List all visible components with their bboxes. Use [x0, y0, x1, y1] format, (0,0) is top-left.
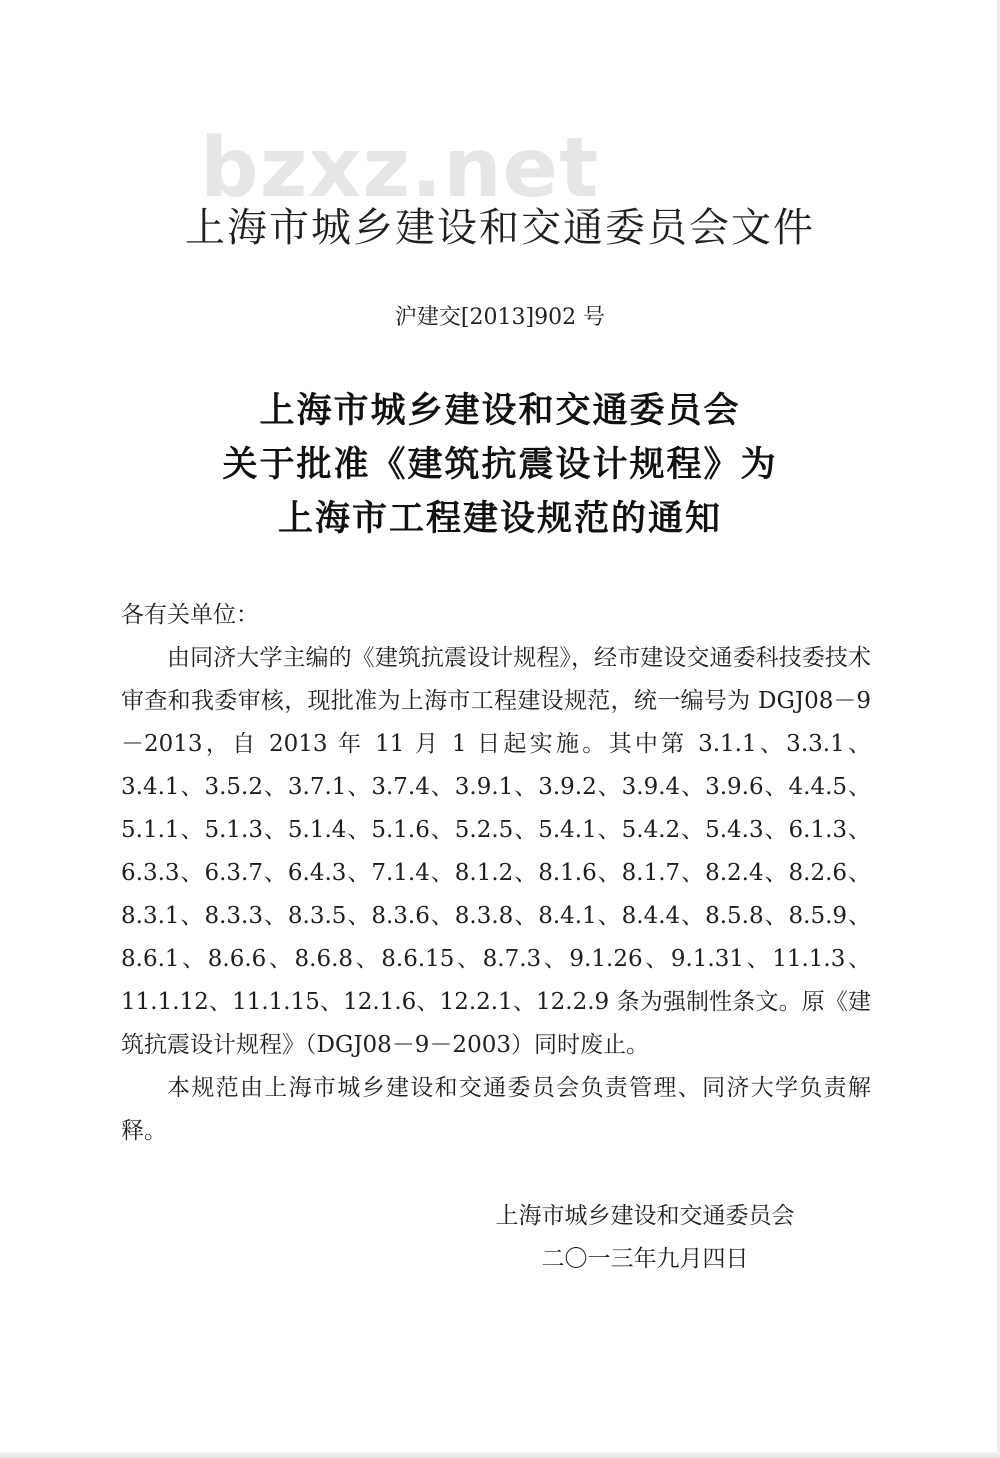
notice-title-line-3: 上海市工程建设规范的通知 [277, 499, 722, 539]
file-header-title: 上海市城乡建设和交通委员会文件 [185, 205, 815, 251]
signature-organization: 上海市城乡建设和交通委员会 [495, 1203, 795, 1229]
notice-title [0, 384, 1000, 546]
signature-block [460, 1195, 830, 1281]
notice-title-line-1: 上海市城乡建设和交通委员会 [259, 391, 741, 431]
body-paragraph-approval: 由同济大学主编的《建筑抗震设计规程》，经市建设交通委科技委技术审查和我委审核，现批准为上海市工程建设规范，统一编号为 DGJ08－9－2013，自 2013 年 11 月 1 日起实施。其中第 3.1.1、3.3.1、3.4.1、3.5.2、3.7.1、3.7.4、3.9.1、3.9.2、3.9.4、3.9.6、4.4.5、5.1.1、5.1.3、5.1.4、5.1.6、5.2.5、5.4.1、5.4.2、5.4.3、6.1.3、6.3.3、6.3.7、6.4.3、7.1.4、8.1.2、8.1.6、8.1.7、8.2.4、8.2.6、8.3.1、8.3.3、8.3.5、8.3.6、8.3.8、8.4.1、8.4.4、8.5.8、8.5.9、8.6.1、8.6.6、8.6.8、8.6.15、8.7.3、9.1.26、9.1.31、11.1.3、11.1.12、11.1.15、12.1.6、12.2.1、12.2.9 条为强制性条文。原《建筑抗震设计规程》（DGJ08－9－2003）同时废止。 [121, 645, 871, 1058]
watermark-text: bzxz.net [200, 121, 600, 216]
salutation: 各有关单位： [121, 602, 259, 628]
body-paragraph-responsibility: 本规范由上海市城乡建设和交通委员会负责管理、同济大学负责解释。 [121, 1075, 871, 1144]
notice-body [121, 594, 871, 1153]
page-edge-bottom [0, 1452, 1000, 1458]
signature-date: 二〇一三年九月四日 [541, 1246, 749, 1272]
notice-title-line-2: 关于批准《建筑抗震设计规程》为 [222, 445, 778, 485]
document-number: 沪建交[2013]902 号 [394, 305, 606, 330]
